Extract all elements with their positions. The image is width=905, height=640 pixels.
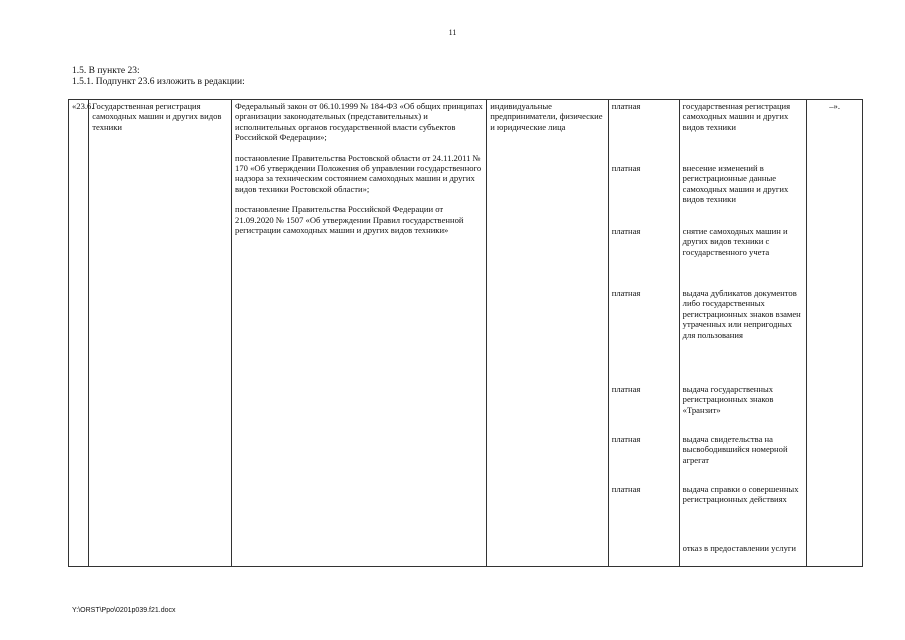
footer-file-path: Y:\ORST\Ppo\0201p039.f21.docx	[72, 607, 176, 614]
service-result: выдача свидетельства на высвободившийся номерной агрегат	[682, 434, 788, 465]
payment-type: платная	[611, 484, 641, 494]
recipients: индивидуальные предприниматели, физические и юридические лица	[487, 100, 609, 567]
payment-type: платная	[611, 163, 641, 173]
service-result: отказ в предоставлении услуги	[682, 543, 796, 553]
service-result: выдача государственных регистрационных знаков «Транзит»	[682, 384, 774, 415]
payment-type: платная	[611, 101, 641, 111]
service-result: внесение изменений в регистрационные данные самоходных машин и других видов техники	[682, 163, 789, 205]
intro-line-1: 1.5. В пункте 23:	[72, 66, 140, 76]
legal-act: постановление Правительства Российской Федерации от 21.09.2020 № 1507 «Об утверждении Правил государственной регистрации самоходных машин и других видов техники»	[235, 204, 464, 236]
end-mark: –».	[807, 100, 863, 567]
payment-type: платная	[611, 288, 641, 298]
payment-type: платная	[611, 226, 641, 236]
service-result: государственная регистрация самоходных машин и других видов техники	[682, 101, 791, 132]
services-table	[68, 99, 863, 567]
service-name: Государственная регистрация самоходных машин и других видов техники	[89, 100, 232, 567]
page-number: 11	[448, 28, 457, 37]
row-number: «23.6.	[69, 100, 89, 567]
service-result: выдача дубликатов документов либо государственных регистрационных знаков взамен утраченных или непригодных для пользования	[682, 288, 801, 340]
legal-acts-cell	[232, 100, 487, 567]
legal-act: постановление Правительства Ростовской области от 24.11.2011 № 170 «Об утверждении Положения об управлении государственного надзора за техническим состоянием самоходных машин и других видов техники Ростовской области»;	[235, 152, 482, 194]
legal-act: Федеральный закон от 06.10.1999 № 184-ФЗ «Об общих принципах организации законодательных (представительных) и исполнительных органов государственной власти субъектов Российской Федерации»;	[235, 101, 483, 143]
intro-line-2: 1.5.1. Подпункт 23.6 изложить в редакции:	[72, 77, 245, 87]
payment-type: платная	[611, 434, 641, 444]
payment-cell	[608, 100, 679, 567]
intro-text	[72, 66, 245, 88]
table-row	[69, 100, 863, 567]
results-cell	[679, 100, 807, 567]
payment-type: платная	[611, 384, 641, 394]
service-result: снятие самоходных машин и других видов техники с государственного учета	[682, 226, 788, 257]
service-result: выдача справки о совершенных регистрационных действиях	[682, 484, 799, 505]
